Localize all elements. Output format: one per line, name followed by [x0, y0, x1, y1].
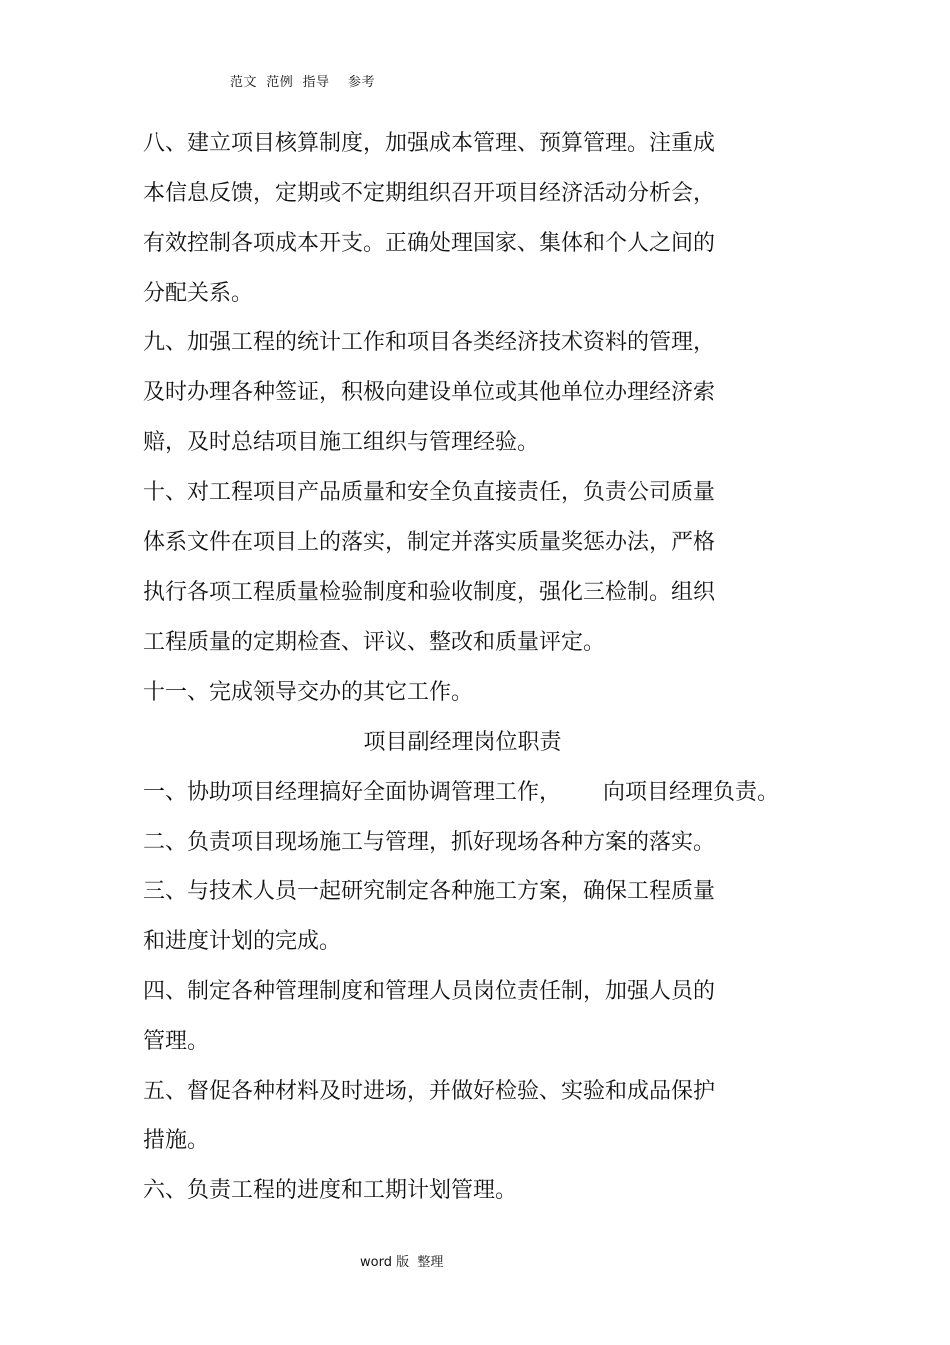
- text-line: 一、协助项目经理搞好全面协调管理工作， 向项目经理负责。: [143, 780, 779, 805]
- text-line: 十、对工程项目产品质量和安全负直接责任，负责公司质量: [143, 480, 716, 505]
- text-line: 六、负责工程的进度和工期计划管理。: [143, 1178, 518, 1203]
- page-header: 范文 范例 指导 参考: [230, 75, 376, 90]
- text-line: 分配关系。: [143, 281, 254, 306]
- text-line: 十一、完成领导交办的其它工作。: [143, 680, 474, 705]
- text-line: 赔，及时总结项目施工组织与管理经验。: [143, 430, 540, 455]
- text-line: 四、制定各种管理制度和管理人员岗位责任制，加强人员的: [143, 979, 716, 1004]
- text-line: 执行各项工程质量检验制度和验收制度，强化三检制。组织: [143, 580, 716, 605]
- text-line: 本信息反馈，定期或不定期组织召开项目经济活动分析会，: [143, 181, 716, 206]
- text-line: 体系文件在项目上的落实，制定并落实质量奖惩办法，严格: [143, 530, 716, 555]
- text-line: 措施。: [143, 1128, 210, 1153]
- text-line: 工程质量的定期检查、评议、整改和质量评定。: [143, 630, 606, 655]
- text-line: 二、负责项目现场施工与管理，抓好现场各种方案的落实。: [143, 830, 716, 855]
- text-line: 有效控制各项成本开支。正确处理国家、集体和个人之间的: [143, 231, 716, 256]
- text-line: 八、建立项目核算制度，加强成本管理、预算管理。注重成: [143, 131, 716, 156]
- text-line: 及时办理各种签证，积极向建设单位或其他单位办理经济索: [143, 380, 716, 405]
- text-line: 五、督促各种材料及时进场，并做好检验、实验和成品保护: [143, 1079, 716, 1104]
- text-line: 和进度计划的完成。: [143, 929, 342, 954]
- text-line: 三、与技术人员一起研究制定各种施工方案，确保工程质量: [143, 879, 716, 904]
- section-title: 项目副经理岗位职责: [363, 730, 562, 755]
- page-footer: word 版 整理: [360, 1255, 444, 1270]
- text-line: 管理。: [143, 1029, 210, 1054]
- text-line: 九、加强工程的统计工作和项目各类经济技术资料的管理，: [143, 330, 716, 355]
